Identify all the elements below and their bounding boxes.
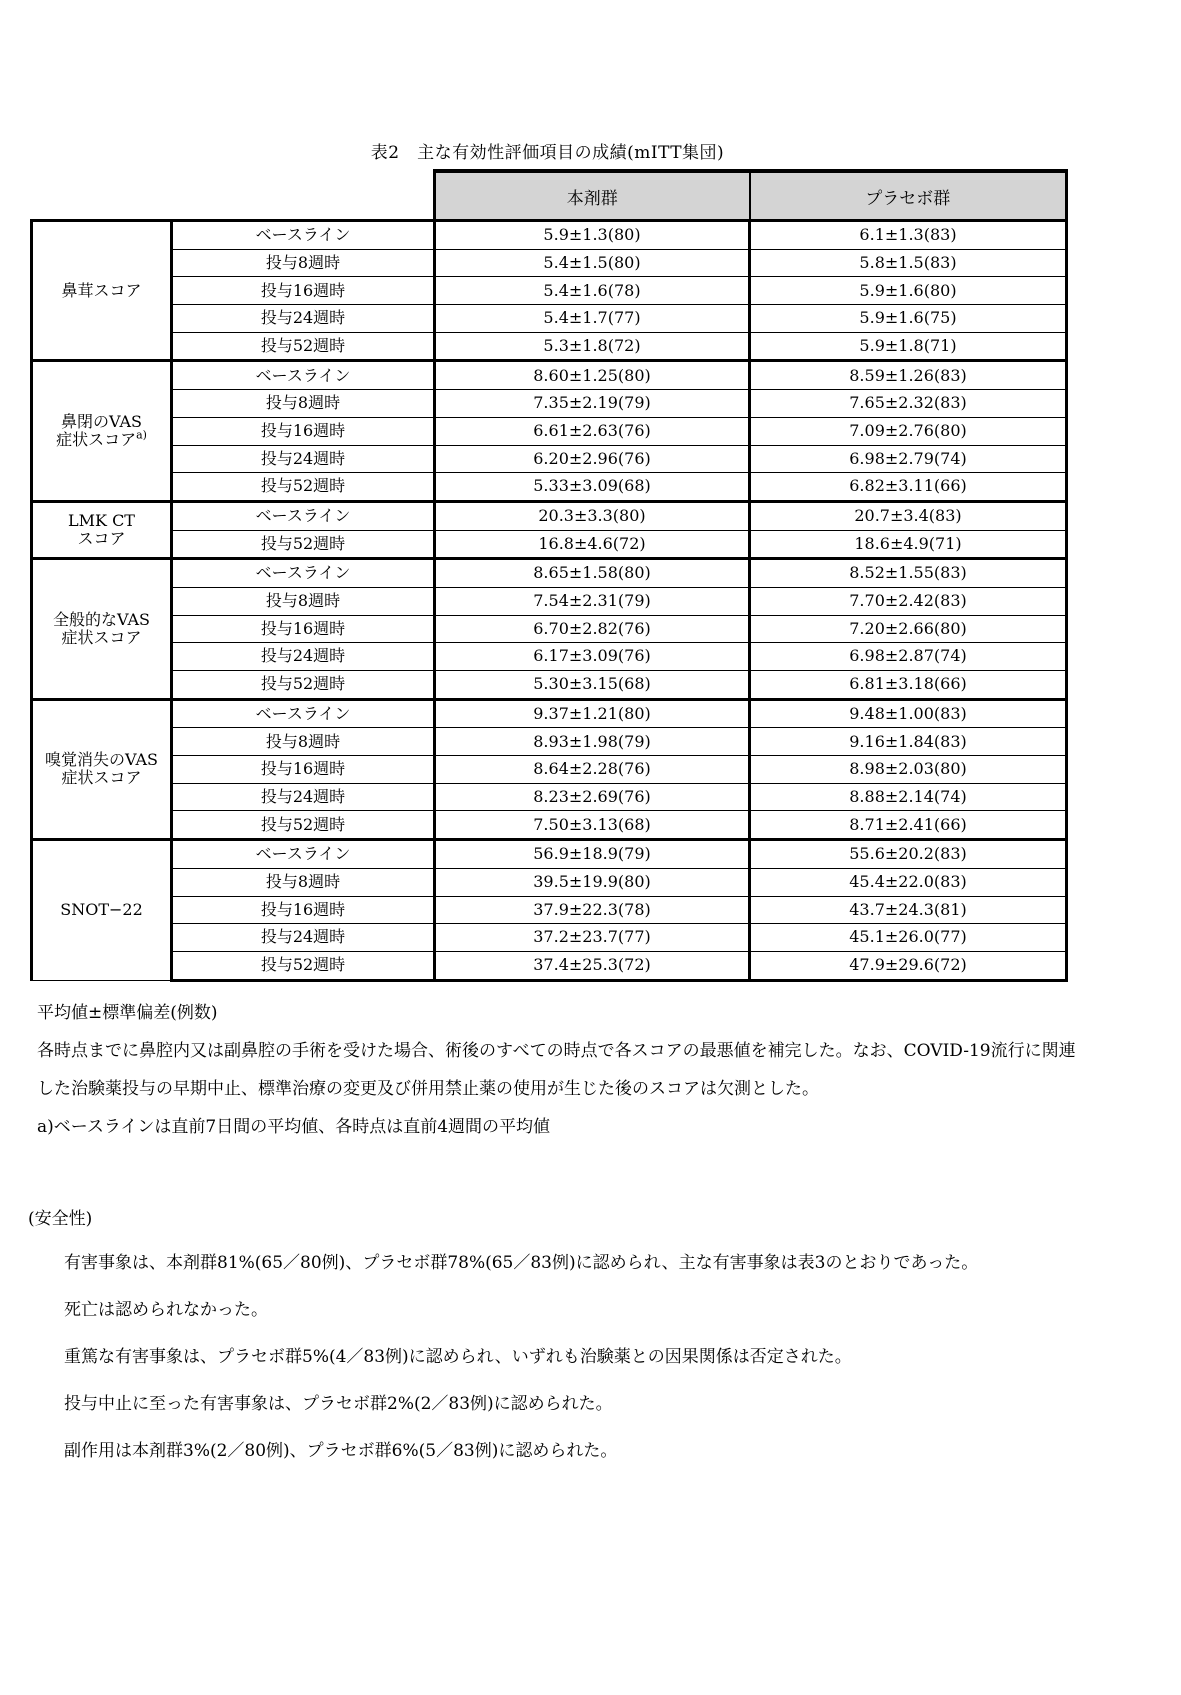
table-row	[32, 924, 1067, 952]
value-cell-drug: 37.4±25.3(72)	[435, 951, 750, 980]
value-cell-placebo: 5.8±1.5(83)	[750, 249, 1067, 277]
safety-section	[0, 1204, 1181, 1475]
table-row	[32, 868, 1067, 896]
value-cell-placebo: 8.59±1.26(83)	[750, 361, 1067, 390]
safety-line: 重篤な有害事象は、プラセボ群5%(4／83例)に認められ、いずれも治験薬との因果関係は否定された。	[64, 1346, 852, 1367]
header-row	[32, 171, 1067, 221]
group-label-cell: LMK CT スコア	[32, 501, 172, 558]
timepoint-cell: 投与52週時	[172, 951, 435, 980]
footnote: 各時点までに鼻腔内又は副鼻腔の手術を受けた場合、術後のすべての時点で各スコアの最悪値を補完した。なお、COVID-19流行に関連した治験薬投与の早期中止、標準治療の変更及び併用禁止薬の使用が生じた後のスコアは欠測とした。	[37, 1040, 1076, 1099]
table-row	[32, 951, 1067, 980]
value-cell-drug: 37.2±23.7(77)	[435, 924, 750, 952]
table-row	[32, 643, 1067, 671]
value-cell-drug: 6.17±3.09(76)	[435, 643, 750, 671]
value-cell-drug: 8.64±2.28(76)	[435, 756, 750, 784]
value-cell-placebo: 6.1±1.3(83)	[750, 221, 1067, 250]
safety-line: 副作用は本剤群3%(2／80例)、プラセボ群6%(5／83例)に認められた。	[64, 1440, 618, 1461]
value-cell-placebo: 6.98±2.79(74)	[750, 445, 1067, 473]
value-cell-placebo: 45.1±26.0(77)	[750, 924, 1067, 952]
group-label-cell: 鼻茸スコア	[32, 221, 172, 361]
value-cell-placebo: 7.65±2.32(83)	[750, 390, 1067, 418]
value-cell-placebo: 7.20±2.66(80)	[750, 615, 1067, 643]
table-row	[32, 221, 1067, 250]
group-label-cell: 鼻閉のVAS 症状スコア$^{a)}$	[32, 361, 172, 501]
table-row	[32, 445, 1067, 473]
value-cell-placebo: 43.7±24.3(81)	[750, 896, 1067, 924]
value-cell-placebo: 8.98±2.03(80)	[750, 756, 1067, 784]
table-row	[32, 699, 1067, 728]
value-cell-drug: 5.4±1.5(80)	[435, 249, 750, 277]
column-header-drug: 本剤群	[435, 171, 750, 221]
value-cell-placebo: 7.70±2.42(83)	[750, 587, 1067, 615]
value-cell-drug: 5.4±1.7(77)	[435, 305, 750, 333]
value-cell-placebo: 45.4±22.0(83)	[750, 868, 1067, 896]
value-cell-placebo: 7.09±2.76(80)	[750, 417, 1067, 445]
value-cell-placebo: 9.48±1.00(83)	[750, 699, 1067, 728]
table-row	[32, 277, 1067, 305]
timepoint-cell: 投与24週時	[172, 445, 435, 473]
value-cell-drug: 5.30±3.15(68)	[435, 671, 750, 700]
table-row	[32, 896, 1067, 924]
value-cell-placebo: 8.88±2.14(74)	[750, 783, 1067, 811]
value-cell-drug: 8.60±1.25(80)	[435, 361, 750, 390]
value-cell-drug: 6.70±2.82(76)	[435, 615, 750, 643]
safety-line: 死亡は認められなかった。	[64, 1299, 268, 1320]
footnote: 平均値±標準偏差(例数)	[37, 1002, 218, 1023]
value-cell-placebo: 18.6±4.9(71)	[750, 530, 1067, 559]
value-cell-drug: 7.35±2.19(79)	[435, 390, 750, 418]
table-row	[32, 417, 1067, 445]
value-cell-placebo: 6.81±3.18(66)	[750, 671, 1067, 700]
value-cell-drug: 5.33±3.09(68)	[435, 473, 750, 502]
value-cell-drug: 8.65±1.58(80)	[435, 559, 750, 588]
value-cell-placebo: 5.9±1.8(71)	[750, 332, 1067, 361]
table-row	[32, 332, 1067, 361]
value-cell-drug: 20.3±3.3(80)	[435, 501, 750, 530]
value-cell-placebo: 6.82±3.11(66)	[750, 473, 1067, 502]
table-row	[32, 361, 1067, 390]
timepoint-cell: 投与8週時	[172, 587, 435, 615]
value-cell-drug: 5.9±1.3(80)	[435, 221, 750, 250]
value-cell-placebo: 55.6±20.2(83)	[750, 840, 1067, 869]
timepoint-cell: ベースライン	[172, 221, 435, 250]
safety-line: 投与中止に至った有害事象は、プラセボ群2%(2／83例)に認められた。	[64, 1393, 613, 1414]
timepoint-cell: 投与8週時	[172, 868, 435, 896]
timepoint-cell: 投与24週時	[172, 643, 435, 671]
table-title: 表2 主な有効性評価項目の成績(mITT集団)	[370, 143, 725, 163]
value-cell-drug: 37.9±22.3(78)	[435, 896, 750, 924]
table-row	[32, 615, 1067, 643]
value-cell-drug: 6.20±2.96(76)	[435, 445, 750, 473]
table-row	[32, 728, 1067, 756]
value-cell-drug: 16.8±4.6(72)	[435, 530, 750, 559]
timepoint-cell: 投与16週時	[172, 756, 435, 784]
safety-lines	[64, 1240, 1181, 1475]
table-row	[32, 587, 1067, 615]
efficacy-table	[30, 169, 1068, 982]
table-row	[32, 473, 1067, 502]
table-row	[32, 390, 1067, 418]
table-footnotes	[37, 994, 1082, 1146]
group-label-cell: 嗅覚消失のVAS 症状スコア	[32, 699, 172, 839]
timepoint-cell: 投与52週時	[172, 671, 435, 700]
value-cell-placebo: 5.9±1.6(80)	[750, 277, 1067, 305]
value-cell-drug: 5.4±1.6(78)	[435, 277, 750, 305]
timepoint-cell: 投与16週時	[172, 896, 435, 924]
timepoint-cell: 投与16週時	[172, 277, 435, 305]
timepoint-cell: ベースライン	[172, 559, 435, 588]
table-row	[32, 530, 1067, 559]
timepoint-cell: 投与24週時	[172, 305, 435, 333]
timepoint-cell: 投与8週時	[172, 728, 435, 756]
timepoint-cell: 投与52週時	[172, 530, 435, 559]
timepoint-cell: 投与52週時	[172, 473, 435, 502]
table-row	[32, 671, 1067, 700]
timepoint-cell: 投与8週時	[172, 249, 435, 277]
value-cell-drug: 6.61±2.63(76)	[435, 417, 750, 445]
value-cell-placebo: 8.52±1.55(83)	[750, 559, 1067, 588]
table-row	[32, 811, 1067, 840]
timepoint-cell: 投与52週時	[172, 332, 435, 361]
value-cell-placebo: 6.98±2.87(74)	[750, 643, 1067, 671]
timepoint-cell: 投与52週時	[172, 811, 435, 840]
value-cell-placebo: 8.71±2.41(66)	[750, 811, 1067, 840]
timepoint-cell: ベースライン	[172, 501, 435, 530]
column-header-placebo: プラセボ群	[750, 171, 1067, 221]
value-cell-drug: 56.9±18.9(79)	[435, 840, 750, 869]
safety-line: 有害事象は、本剤群81%(65／80例)、プラセボ群78%(65／83例)に認められ、主な有害事象は表3のとおりであった。	[64, 1252, 979, 1273]
table-row	[32, 756, 1067, 784]
value-cell-drug: 7.50±3.13(68)	[435, 811, 750, 840]
table-row	[32, 501, 1067, 530]
table-row	[32, 783, 1067, 811]
group-label-cell: 全般的なVAS 症状スコア	[32, 559, 172, 699]
value-cell-drug: 8.93±1.98(79)	[435, 728, 750, 756]
value-cell-drug: 8.23±2.69(76)	[435, 783, 750, 811]
table-row	[32, 840, 1067, 869]
footnote: a)ベースラインは直前7日間の平均値、各時点は直前4週間の平均値	[37, 1116, 551, 1137]
safety-heading: (安全性)	[28, 1208, 93, 1229]
header-spacer	[32, 171, 435, 221]
value-cell-placebo: 5.9±1.6(75)	[750, 305, 1067, 333]
timepoint-cell: ベースライン	[172, 361, 435, 390]
value-cell-drug: 7.54±2.31(79)	[435, 587, 750, 615]
table-row	[32, 559, 1067, 588]
timepoint-cell: ベースライン	[172, 699, 435, 728]
value-cell-placebo: 47.9±29.6(72)	[750, 951, 1067, 980]
value-cell-drug: 9.37±1.21(80)	[435, 699, 750, 728]
timepoint-cell: 投与16週時	[172, 417, 435, 445]
timepoint-cell: 投与24週時	[172, 783, 435, 811]
value-cell-drug: 5.3±1.8(72)	[435, 332, 750, 361]
value-cell-placebo: 9.16±1.84(83)	[750, 728, 1067, 756]
value-cell-drug: 39.5±19.9(80)	[435, 868, 750, 896]
group-label-cell: SNOT−22	[32, 840, 172, 980]
footnote-marker: a)	[136, 428, 147, 442]
timepoint-cell: ベースライン	[172, 840, 435, 869]
value-cell-placebo: 20.7±3.4(83)	[750, 501, 1067, 530]
table-row	[32, 249, 1067, 277]
timepoint-cell: 投与8週時	[172, 390, 435, 418]
table-row	[32, 305, 1067, 333]
timepoint-cell: 投与24週時	[172, 924, 435, 952]
timepoint-cell: 投与16週時	[172, 615, 435, 643]
